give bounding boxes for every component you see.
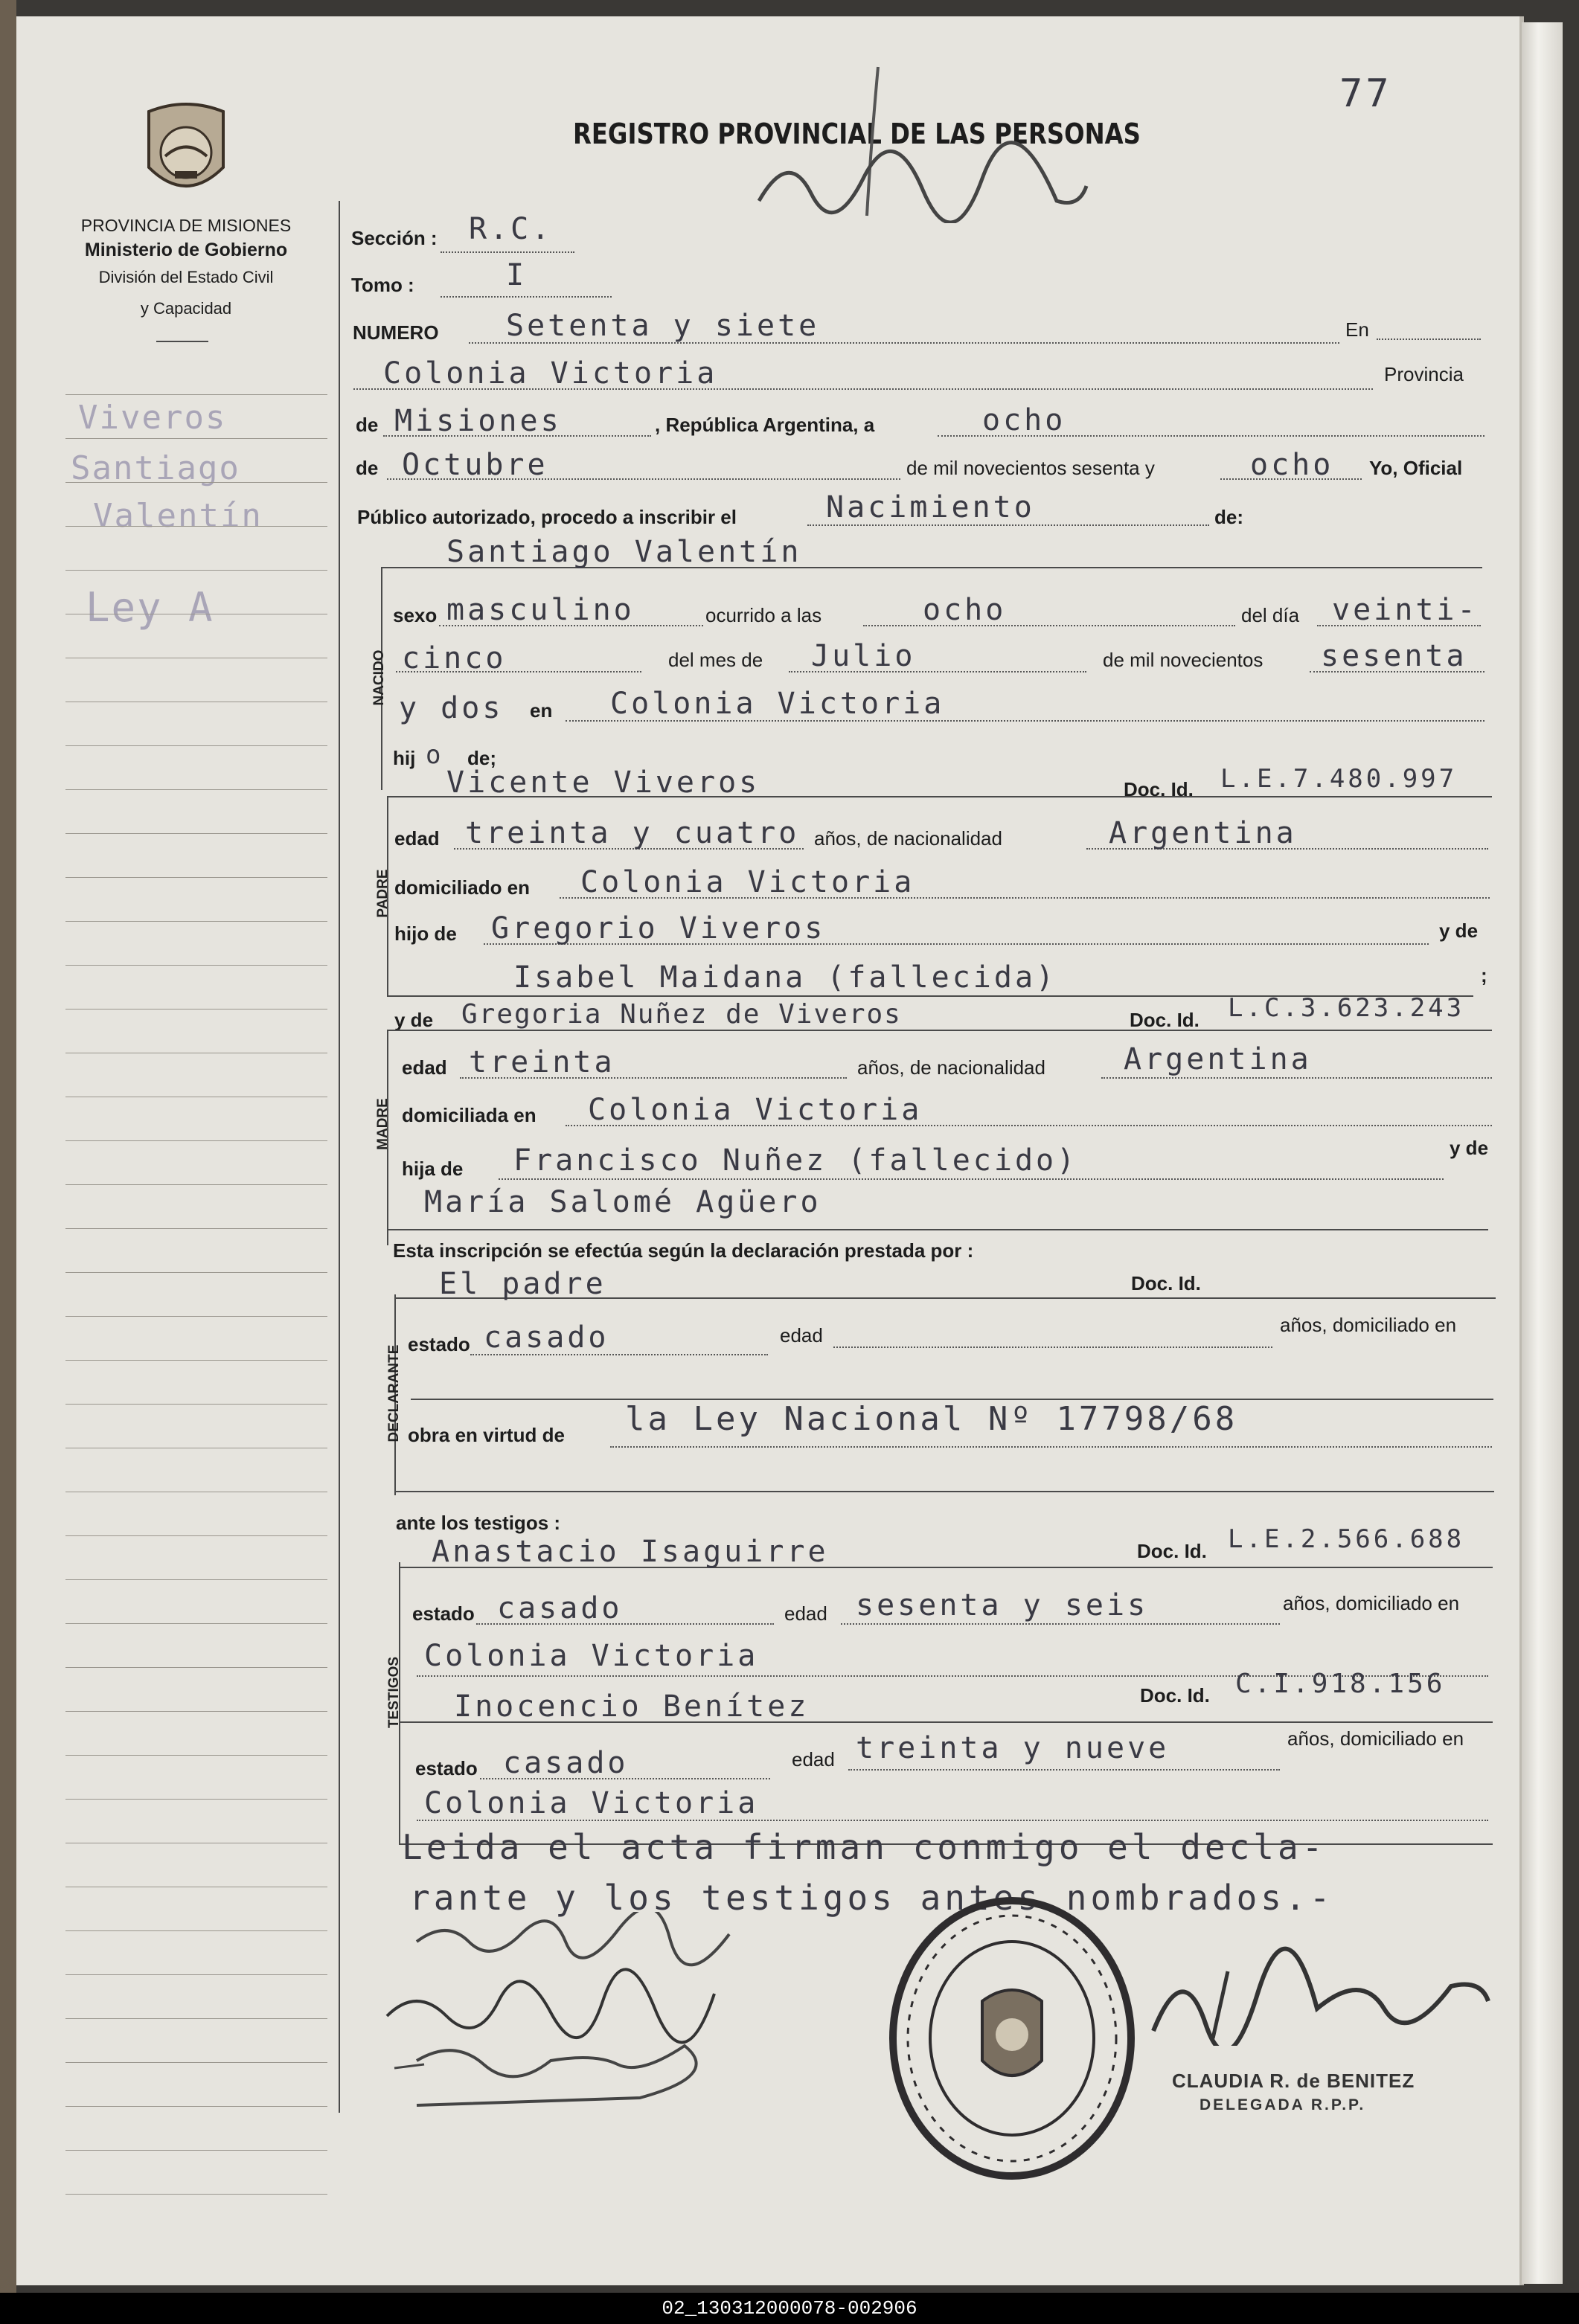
margin-rule bbox=[65, 1228, 327, 1229]
margin-rule bbox=[65, 921, 327, 922]
madre-doc-value: L.C.3.623.243 bbox=[1228, 993, 1465, 1023]
numero-value: Setenta y siete bbox=[506, 309, 820, 343]
header-division-2: y Capacidad bbox=[140, 299, 232, 318]
test1-estado-label: estado bbox=[412, 1602, 475, 1625]
margin-rule bbox=[65, 1711, 327, 1712]
nacido-section-label: NACIDO bbox=[371, 649, 387, 706]
book-edge bbox=[1522, 22, 1563, 2284]
test1-estado-value: casado bbox=[497, 1591, 623, 1625]
header-rule bbox=[156, 341, 208, 342]
seccion-value: R.C. bbox=[469, 212, 553, 246]
yo-oficial-label: Yo, Oficial bbox=[1369, 457, 1463, 479]
margin-rule bbox=[65, 1140, 327, 1141]
margin-rule bbox=[65, 1184, 327, 1185]
acto-value: Nacimiento bbox=[826, 490, 1035, 524]
madre-padre-line bbox=[499, 1178, 1444, 1180]
decl-end-line bbox=[394, 1491, 1494, 1492]
madre-nombre-value: Gregoria Nuñez de Viveros bbox=[461, 999, 902, 1030]
test2-anos-label: años, domiciliado en bbox=[1287, 1727, 1464, 1750]
test1-nombre-value: Anastacio Isaguirre bbox=[432, 1535, 829, 1569]
margin-rule bbox=[65, 877, 327, 878]
official-seal-icon bbox=[878, 1890, 1146, 2187]
testigos-section-label: TESTIGOS bbox=[386, 1656, 402, 1729]
padre-doc-value: L.E.7.480.997 bbox=[1220, 764, 1458, 794]
test1-doc-label: Doc. Id. bbox=[1137, 1540, 1207, 1562]
decl-edad-label: edad bbox=[780, 1324, 823, 1346]
declarante-value: El padre bbox=[439, 1267, 606, 1301]
en-line bbox=[1377, 338, 1481, 340]
margin-note-line-1: Viveros bbox=[78, 399, 227, 437]
seccion-line bbox=[441, 251, 574, 253]
test1-anos-label: años, domiciliado en bbox=[1283, 1592, 1460, 1614]
republica-label: , República Argentina, a bbox=[655, 414, 875, 436]
madre-dom-label: domiciliada en bbox=[402, 1104, 537, 1126]
nombre-value: Santiago Valentín bbox=[446, 535, 802, 569]
madre-nac-line bbox=[1101, 1077, 1492, 1079]
margin-rule bbox=[65, 394, 327, 395]
ocurrido-label: ocurrido a las bbox=[705, 604, 822, 626]
del-dia-label: del día bbox=[1241, 604, 1300, 626]
dia-nac-2-value: cinco bbox=[402, 641, 507, 675]
margin-rule bbox=[65, 2018, 327, 2019]
cierre-line-1: Leida el acta firman conmigo el decla- bbox=[402, 1827, 1327, 1867]
lugar-nac-value: Colonia Victoria bbox=[610, 687, 945, 721]
madre-edad-value: treinta bbox=[469, 1045, 615, 1079]
header-province: PROVINCIA DE MISIONES bbox=[80, 216, 292, 235]
test2-dom-value: Colonia Victoria bbox=[424, 1786, 759, 1820]
en2-label: en bbox=[530, 699, 553, 722]
cierre-line-2: rante y los testigos antes nombrados.- bbox=[409, 1878, 1334, 1918]
margin-rule bbox=[65, 482, 327, 483]
obra-line bbox=[610, 1446, 1492, 1448]
test2-edad-value: treinta y nueve bbox=[856, 1731, 1170, 1765]
hora-value: ocho bbox=[923, 593, 1007, 627]
sexo-label: sexo bbox=[393, 604, 438, 626]
anio-value: ocho bbox=[1250, 448, 1334, 482]
tomo-line bbox=[441, 296, 612, 298]
mes-nac-value: Julio bbox=[811, 639, 916, 673]
page-edge-left bbox=[0, 0, 16, 2324]
test2-estado-label: estado bbox=[415, 1757, 478, 1779]
test2-doc-label: Doc. Id. bbox=[1140, 1684, 1210, 1707]
margin-rule bbox=[65, 1930, 327, 1931]
dia-nac-1-value: veinti- bbox=[1332, 593, 1479, 627]
padre-padre-value: Gregorio Viveros bbox=[491, 911, 826, 946]
test1-edad-label: edad bbox=[784, 1602, 827, 1625]
registrar-signature bbox=[1138, 1942, 1496, 2046]
mes-value: Octubre bbox=[402, 448, 548, 482]
province-crest-icon bbox=[134, 97, 238, 208]
en-label: En bbox=[1345, 318, 1369, 341]
testigos-label: ante los testigos : bbox=[396, 1512, 561, 1534]
sexo-value: masculino bbox=[446, 593, 635, 627]
madre-nac-value: Argentina bbox=[1124, 1042, 1312, 1076]
padre-edad-value: treinta y cuatro bbox=[465, 816, 800, 850]
acto-line bbox=[807, 524, 1209, 526]
declarante-doc-label: Doc. Id. bbox=[1131, 1272, 1201, 1294]
margin-rule bbox=[65, 2062, 327, 2063]
declarante-section-label: DECLARANTE bbox=[386, 1344, 402, 1442]
madre-doc-label: Doc. Id. bbox=[1130, 1009, 1200, 1031]
padre-madre-value: Isabel Maidana (fallecida) bbox=[513, 960, 1057, 995]
padre-edad-label: edad bbox=[394, 827, 440, 850]
padre-nac-label: años, de nacionalidad bbox=[814, 827, 1002, 850]
inscripcion-label: Esta inscripción se efectúa según la declaración prestada por : bbox=[393, 1239, 974, 1262]
provincia-value: Misiones bbox=[394, 404, 562, 438]
provincia-label: Provincia bbox=[1384, 363, 1464, 385]
numero-label: NUMERO bbox=[353, 321, 439, 344]
decl-estado-value: casado bbox=[484, 1320, 609, 1355]
hijo-label: hij bbox=[393, 747, 416, 769]
test1-doc-value: L.E.2.566.688 bbox=[1228, 1524, 1465, 1554]
margin-rule bbox=[65, 2194, 327, 2195]
padre-hijo-de-label: hijo de bbox=[394, 922, 457, 945]
margin-rule bbox=[65, 2106, 327, 2107]
margin-rule bbox=[65, 965, 327, 966]
obra-value: la Ley Nacional Nº 17798/68 bbox=[625, 1400, 1238, 1438]
stamp-name: CLAUDIA R. de BENITEZ bbox=[1172, 2070, 1415, 2092]
test2-edad-label: edad bbox=[792, 1748, 835, 1771]
margin-divider bbox=[339, 201, 340, 2113]
page-title: REGISTRO PROVINCIAL DE LAS PERSONAS bbox=[573, 118, 1141, 150]
padre-y-de-label: y de bbox=[1439, 919, 1479, 942]
margin-rule bbox=[65, 1623, 327, 1624]
de-label: de bbox=[356, 414, 379, 436]
margin-rule bbox=[65, 1535, 327, 1536]
margin-rule bbox=[65, 1360, 327, 1361]
margin-rule bbox=[65, 1579, 327, 1580]
decl-estado-label: estado bbox=[408, 1333, 470, 1355]
obra-label: obra en virtud de bbox=[408, 1424, 565, 1446]
madre-nombre-line bbox=[387, 1030, 1492, 1031]
de2-label: de bbox=[356, 457, 379, 479]
stamp-role: DELEGADA R.P.P. bbox=[1200, 2096, 1366, 2113]
margin-rule bbox=[65, 833, 327, 834]
mil-nov-label: de mil novecientos bbox=[1103, 649, 1263, 671]
padre-nombre-value: Vicente Viveros bbox=[446, 765, 760, 800]
test1-edad-line bbox=[841, 1623, 1280, 1625]
decl-anos-label: años, domiciliado en bbox=[1280, 1314, 1457, 1336]
margin-rule bbox=[65, 1667, 327, 1668]
margin-note-line-2: Santiago bbox=[71, 449, 240, 487]
anio-nac-2-value: y dos bbox=[399, 691, 504, 725]
decl-edad-line bbox=[833, 1346, 1272, 1348]
margin-rule bbox=[65, 1316, 327, 1317]
madre-edad-label: edad bbox=[402, 1056, 447, 1079]
padre-dom-value: Colonia Victoria bbox=[580, 865, 915, 899]
mil-sesenta-label: de mil novecientos sesenta y bbox=[906, 457, 1155, 479]
margin-rule bbox=[65, 438, 327, 439]
margin-note-line-4: Ley A bbox=[86, 584, 214, 631]
header-ministry: Ministerio de Gobierno bbox=[84, 240, 288, 260]
hijo-suffix-value: o bbox=[426, 740, 444, 770]
test2-doc-value: C.I.918.156 bbox=[1235, 1669, 1446, 1699]
padre-doc-label: Doc. Id. bbox=[1124, 778, 1194, 800]
de-colon-label: de: bbox=[1214, 506, 1243, 528]
padre-semicolon: ; bbox=[1481, 964, 1487, 986]
margin-rule bbox=[65, 1755, 327, 1756]
margin-rule bbox=[65, 570, 327, 571]
del-mes-label: del mes de bbox=[668, 649, 763, 671]
madre-padre-value: Francisco Nuñez (fallecido) bbox=[513, 1143, 1078, 1178]
madre-nac-label: años, de nacionalidad bbox=[857, 1056, 1045, 1079]
hijo-de-label: de; bbox=[467, 747, 496, 769]
madre-y-de-label-2: y de bbox=[1450, 1137, 1489, 1159]
lugar-value: Colonia Victoria bbox=[383, 356, 718, 391]
margin-rule bbox=[65, 526, 327, 527]
test1-edad-value: sesenta y seis bbox=[856, 1588, 1149, 1622]
margin-note-line-3: Valentín bbox=[93, 497, 263, 535]
anio-nac-1-value: sesenta bbox=[1321, 639, 1467, 673]
madre-section-label: MADRE bbox=[375, 1098, 391, 1150]
seccion-label: Sección : bbox=[351, 227, 438, 249]
margin-rule bbox=[65, 1799, 327, 1800]
test2-nombre-value: Inocencio Benítez bbox=[454, 1689, 810, 1724]
margin-rule bbox=[65, 1272, 327, 1273]
madre-madre-value: María Salomé Agüero bbox=[424, 1185, 821, 1219]
signature-top bbox=[744, 60, 1101, 223]
margin-rule bbox=[65, 1974, 327, 1975]
publico-label: Público autorizado, procedo a inscribir el bbox=[357, 506, 737, 528]
test2-estado-value: casado bbox=[503, 1746, 629, 1780]
dia-value: ocho bbox=[982, 403, 1066, 437]
signatures bbox=[372, 1912, 789, 2150]
padre-dom-label: domiciliado en bbox=[394, 876, 531, 899]
tomo-label: Tomo : bbox=[351, 274, 414, 296]
padre-section-label: PADRE bbox=[375, 869, 391, 918]
margin-rule bbox=[65, 745, 327, 746]
padre-nac-value: Argentina bbox=[1109, 816, 1297, 850]
margin-rule bbox=[65, 1404, 327, 1405]
test2-edad-line bbox=[848, 1769, 1280, 1771]
header-division-1: División del Estado Civil bbox=[98, 268, 274, 286]
madre-dom-value: Colonia Victoria bbox=[588, 1093, 923, 1127]
test1-dom-value: Colonia Victoria bbox=[424, 1639, 759, 1673]
tomo-value: I bbox=[506, 258, 528, 292]
hora-line bbox=[863, 625, 1235, 626]
page-number: 77 bbox=[1339, 71, 1392, 116]
madre-madre-line bbox=[387, 1229, 1488, 1230]
madre-y-de-label: y de bbox=[394, 1009, 434, 1031]
footer-id: 02_130312000078-002906 bbox=[0, 2293, 1579, 2324]
margin-rule bbox=[65, 789, 327, 790]
madre-hija-de-label: hija de bbox=[402, 1158, 464, 1180]
margin-rule bbox=[65, 2150, 327, 2151]
